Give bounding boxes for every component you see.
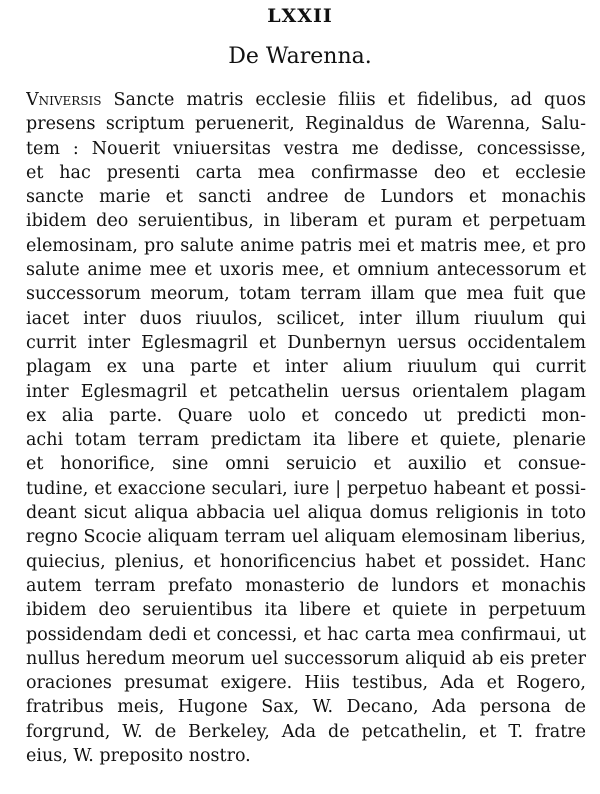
text-line: oraciones presumat exigere. Hiis testibus, Ada et Rogero, xyxy=(26,673,586,694)
text-line: et hac presenti carta mea confirmasse deo et ecclesie xyxy=(26,162,586,183)
text-line: regno Scocie aliquam terram uel aliquam elemosinam liberius, xyxy=(26,527,586,548)
text-line: salute anime mee et uxoris mee, et omnium antecessorum et xyxy=(26,260,586,281)
text-line: elemosinam, pro salute anime patris mei et matris mee, et pro xyxy=(26,235,586,256)
charter-text xyxy=(26,88,586,768)
text-line: ibidem deo seruientibus, in liberam et puram et perpetuam xyxy=(26,211,586,232)
text-line: tudine, et exaccione seculari, iure | perpetuo habeant et possi- xyxy=(26,478,586,499)
text-line: fratribus meis, Hugone Sax, W. Decano, Ada persona de xyxy=(26,697,586,718)
text-line: et honorifice, sine omni seruicio et auxilio et consue- xyxy=(26,454,586,475)
charter-number: LXXII xyxy=(267,5,333,27)
text-line: tem : Nouerit vniuersitas vestra me dedisse, concessisse, xyxy=(26,138,586,159)
text-line: ibidem deo seruientibus ita libere et quiete in perpetuum xyxy=(26,600,586,621)
opening-word: Vniversis xyxy=(26,90,102,110)
text-line: presens scriptum peruenerit, Reginaldus de Warenna, Salu- xyxy=(26,114,586,135)
text-line: ex alia parte. Quare uolo et concedo ut predicti mon- xyxy=(26,405,586,426)
text-line: nullus heredum meorum uel successorum aliquid ab eis preter xyxy=(26,648,586,669)
text-line: autem terram prefato monasterio de lundors et monachis xyxy=(26,575,586,596)
text-line: sancte marie et sancti andree de Lundors et monachis xyxy=(26,187,586,208)
text-line: deant sicut aliqua abbacia uel aliqua domus religionis in toto xyxy=(26,503,586,524)
text-line: possidendam dedi et concessi, et hac carta mea confirmaui, ut xyxy=(26,624,586,645)
line-text: Sancte matris ecclesie filiis et fidelibus, ad quos xyxy=(101,90,586,110)
text-line xyxy=(26,88,586,112)
text-line: iacet inter duos riuulos, scilicet, inter illum riuulum qui xyxy=(26,308,586,329)
text-line: quiecius, plenius, et honorificencius habet et possidet. Hanc xyxy=(26,551,586,572)
text-line: successorum meorum, totam terram illam que mea fuit que xyxy=(26,284,586,305)
text-line: achi totam terram predictam ita libere et quiete, plenarie xyxy=(26,430,586,451)
charter-title: De Warenna. xyxy=(228,44,372,69)
text-line: inter Eglesmagril et petcathelin uersus orientalem plagam xyxy=(26,381,586,402)
text-line: eius, W. preposito nostro. xyxy=(26,746,251,767)
text-line: forgrund, W. de Berkeley, Ada de petcathelin, et T. fratre xyxy=(26,721,586,742)
text-line: plagam ex una parte et inter alium riuulum qui currit xyxy=(26,357,586,378)
text-line: currit inter Eglesmagril et Dunbernyn uersus occidentalem xyxy=(26,332,586,353)
